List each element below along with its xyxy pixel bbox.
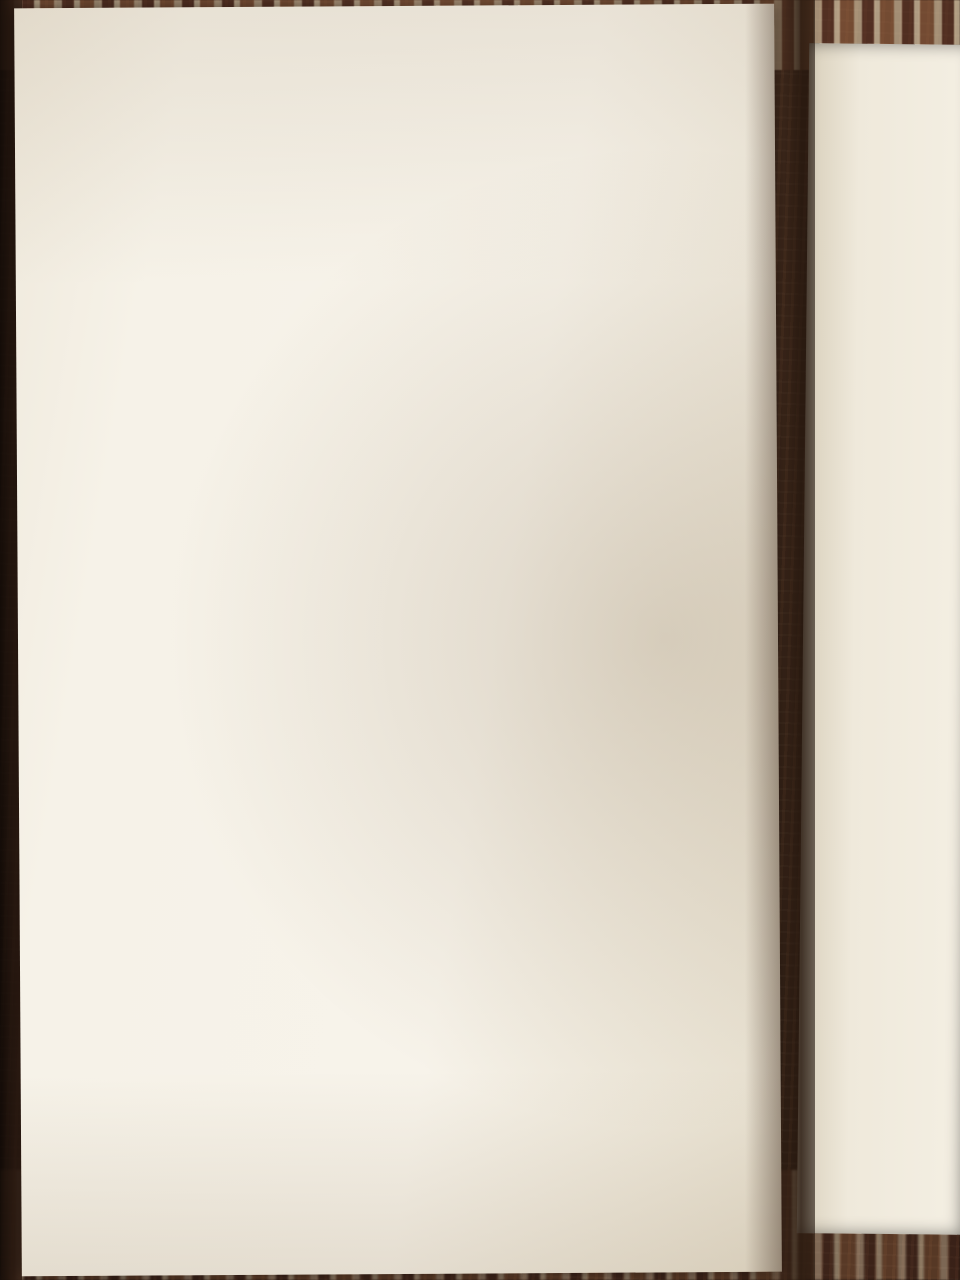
right-page-text-fragments — [902, 514, 960, 935]
section-heading — [14, 4, 774, 9]
page-content — [14, 4, 782, 1277]
open-book — [10, 0, 960, 1280]
toc-list-lower — [14, 4, 774, 9]
right-page — [797, 43, 960, 1235]
left-page — [14, 4, 782, 1277]
toc-list-upper — [14, 4, 774, 9]
